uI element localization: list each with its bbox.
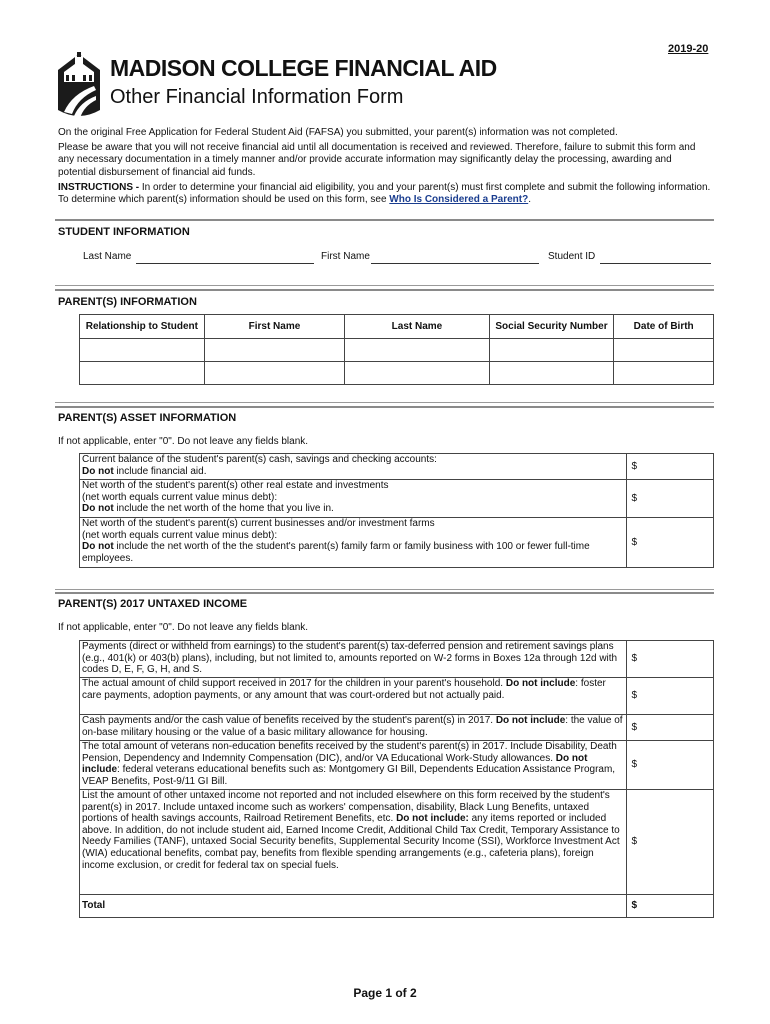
other-untaxed-amount-field[interactable] bbox=[626, 790, 713, 895]
instructions-label: INSTRUCTIONS - bbox=[58, 181, 142, 193]
dollar-sign: $ bbox=[631, 721, 638, 733]
question-text: : foster care payments, adoption payments, or any amount that was court-ordered but not actually paid. bbox=[82, 678, 606, 701]
income-question bbox=[80, 678, 627, 715]
question-text: Net worth of the student's parent(s) current businesses and/or investment farms bbox=[82, 518, 435, 529]
student-first-name-field[interactable] bbox=[371, 263, 539, 264]
section-divider bbox=[55, 406, 714, 408]
column-header: First Name bbox=[204, 315, 345, 339]
parent-ssn-input[interactable] bbox=[489, 339, 614, 362]
parent-last-name-input[interactable] bbox=[345, 339, 489, 362]
dollar-sign: $ bbox=[631, 460, 638, 472]
asset-info-note: If not applicable, enter "0". Do not leave any fields blank. bbox=[58, 436, 309, 447]
intro-paragraph-2: Please be aware that you will not receive financial aid until all documentation is received and reviewed. Therefore, failure to submit this form and any necessary documentation in a timely manner and/or provide accurate information may significantly delay the processing, awarding and potential disbursement of financial aid funds. bbox=[58, 142, 696, 178]
section-divider bbox=[55, 285, 714, 286]
total-label-cell bbox=[80, 895, 627, 918]
table-row bbox=[80, 790, 714, 895]
question-text: List the amount of other untaxed income not reported and not included elsewhere on this form received by the student's parent(s) in 2017. Include untaxed income such as workers' compensation, disability, Black Lung Benefits, untaxed portions of health savings accounts, Railroad Retirement Benefits, etc. bbox=[82, 790, 610, 825]
first-name-label: First Name bbox=[321, 251, 370, 262]
untaxed-income-table bbox=[79, 640, 714, 918]
relationship-input[interactable] bbox=[80, 339, 205, 362]
madison-college-logo bbox=[56, 50, 102, 118]
instructions-end: . bbox=[528, 194, 531, 206]
student-id-label: Student ID bbox=[548, 251, 596, 262]
question-text: Net worth of the student's parent(s) other real estate and investments bbox=[82, 480, 389, 491]
question-text: Payments (direct or withheld from earnings) to the student's parent(s) tax-deferred pension and retirement savings plans (e.g., 401(k) or 403(b) plans), including, but not limited to, amounts reported on W-2 forms in Boxes 12a through 12d with codes D, E, F, G, H, and S. bbox=[82, 641, 618, 676]
table-row bbox=[80, 480, 714, 518]
parent-last-name-input[interactable] bbox=[345, 362, 489, 385]
who-is-parent-link[interactable]: Who Is Considered a Parent? bbox=[389, 194, 529, 206]
section-divider bbox=[55, 402, 714, 403]
asset-question bbox=[80, 454, 627, 480]
table-row bbox=[80, 895, 714, 918]
column-header: Last Name bbox=[345, 315, 489, 339]
question-text: include the net worth of the home that you live in. bbox=[113, 503, 334, 515]
dollar-sign: $ bbox=[631, 836, 638, 848]
instructions-text: In order to determine your financial aid eligibility, you and your parent(s) must first complete and submit the following information. To determine which parent(s) information should be used on this form, see bbox=[58, 181, 711, 206]
page-number: Page 1 of 2 bbox=[353, 986, 417, 1000]
emphasis-text: Do not bbox=[82, 465, 114, 477]
real-estate-amount-field[interactable] bbox=[626, 480, 713, 518]
column-header: Relationship to Student bbox=[80, 315, 205, 339]
last-name-label: Last Name bbox=[83, 251, 132, 262]
question-text: The actual amount of child support received in 2017 for the children in your parent's household. bbox=[82, 678, 506, 689]
form-subtitle: Other Financial Information Form bbox=[110, 86, 404, 108]
question-text: Cash payments and/or the cash value of benefits received by the student's parent(s) in 2017. bbox=[82, 715, 496, 726]
table-row bbox=[80, 339, 714, 362]
emphasis-text: Do not include bbox=[82, 752, 588, 776]
question-text: include financial aid. bbox=[113, 465, 207, 477]
intro-text bbox=[58, 127, 712, 209]
section-divider bbox=[55, 589, 714, 590]
income-question bbox=[80, 790, 627, 895]
question-text: (net worth equals current value minus debt): bbox=[82, 529, 278, 541]
income-question bbox=[80, 741, 627, 790]
relationship-input[interactable] bbox=[80, 362, 205, 385]
untaxed-income-heading: PARENT(S) 2017 UNTAXED INCOME bbox=[58, 598, 248, 610]
question-text: include the net worth of the the student's parent(s) family farm or family business with 100 or fewer full-time employees. bbox=[82, 541, 590, 564]
question-text: (net worth equals current value minus debt): bbox=[82, 491, 278, 503]
parent-first-name-input[interactable] bbox=[204, 362, 345, 385]
dollar-sign: $ bbox=[631, 492, 638, 504]
emphasis-text: Do not include bbox=[495, 715, 566, 726]
table-header-row bbox=[80, 315, 714, 339]
income-question bbox=[80, 641, 627, 678]
cash-benefits-amount-field[interactable] bbox=[626, 715, 713, 741]
dollar-sign: $ bbox=[631, 653, 638, 665]
question-text: Current balance of the student's parent(s) cash, savings and checking accounts: bbox=[82, 454, 437, 465]
student-last-name-field[interactable] bbox=[136, 263, 314, 264]
untaxed-income-note: If not applicable, enter "0". Do not leave any fields blank. bbox=[58, 622, 309, 633]
question-text: The total amount of veterans non-education benefits received by the student's parent(s) in 2017. Include Disability, Death Pension, Dependency and Indemnity Compensation (DIC), and/or VA Educational Work-Study allowances. bbox=[82, 741, 617, 764]
veterans-benefits-amount-field[interactable] bbox=[626, 741, 713, 790]
parent-info-table bbox=[79, 314, 714, 385]
pension-payments-amount-field[interactable] bbox=[626, 641, 713, 678]
business-amount-field[interactable] bbox=[626, 518, 713, 568]
question-text: any items reported or included above. In addition, do not include student aid, Earned Income Credit, Additional Child Tax Credit, Temporary Assistance to Needy Families (TANF), untaxed Social Security benefits, Supplemental Security Income (SSI), Workforce Investment Act (WIA) educational benefits, combat pay, benefits from flexible spending arrangements (e.g., cafeteria plans), foreign income exclusion, or credit for federal tax on special fuels. bbox=[82, 813, 620, 871]
table-row bbox=[80, 454, 714, 480]
total-amount-field[interactable] bbox=[626, 895, 713, 918]
question-text: : the value of on-base military housing or the value of a basic military allowance for housing. bbox=[82, 715, 623, 738]
question-text: : federal veterans educational benefits such as: Montgomery GI Bill, Dependents Education Assistance Program, VEAP Benefits, Post-9/11 GI Bill. bbox=[82, 764, 616, 787]
asset-question bbox=[80, 518, 627, 568]
table-row bbox=[80, 641, 714, 678]
parent-ssn-input[interactable] bbox=[489, 362, 614, 385]
table-row bbox=[80, 678, 714, 715]
emphasis-text: Do not include bbox=[505, 678, 576, 689]
asset-question bbox=[80, 480, 627, 518]
dollar-sign: $ bbox=[631, 759, 638, 771]
form-title: MADISON COLLEGE FINANCIAL AID bbox=[110, 55, 497, 81]
student-id-field[interactable] bbox=[600, 263, 711, 264]
table-row bbox=[80, 518, 714, 568]
parent-dob-input[interactable] bbox=[614, 339, 714, 362]
child-support-amount-field[interactable] bbox=[626, 678, 713, 715]
parent-info-heading: PARENT(S) INFORMATION bbox=[58, 296, 197, 308]
table-row bbox=[80, 741, 714, 790]
parent-first-name-input[interactable] bbox=[204, 339, 345, 362]
asset-info-heading: PARENT(S) ASSET INFORMATION bbox=[58, 412, 237, 424]
section-divider bbox=[55, 289, 714, 291]
dollar-sign: $ bbox=[631, 900, 638, 912]
parent-dob-input[interactable] bbox=[614, 362, 714, 385]
table-row bbox=[80, 715, 714, 741]
dollar-sign: $ bbox=[631, 536, 638, 548]
emphasis-text: Do not bbox=[82, 541, 114, 553]
section-divider bbox=[55, 592, 714, 594]
asset-table bbox=[79, 453, 714, 568]
column-header: Social Security Number bbox=[489, 315, 614, 339]
emphasis-text: Do not bbox=[82, 503, 114, 515]
table-row bbox=[80, 362, 714, 385]
cash-savings-amount-field[interactable] bbox=[626, 454, 713, 480]
student-info-heading: STUDENT INFORMATION bbox=[58, 226, 190, 238]
form-year: 2019-20 bbox=[668, 43, 709, 55]
emphasis-text: Do not include: bbox=[396, 813, 469, 825]
section-divider bbox=[55, 219, 714, 221]
dollar-sign: $ bbox=[631, 690, 638, 702]
total-label: Total bbox=[82, 900, 106, 912]
intro-paragraph-1: On the original Free Application for Federal Student Aid (FAFSA) you submitted, your parent(s) information was not completed. bbox=[58, 127, 618, 138]
income-question bbox=[80, 715, 627, 741]
instructions-paragraph bbox=[58, 182, 712, 206]
column-header: Date of Birth bbox=[614, 315, 714, 339]
